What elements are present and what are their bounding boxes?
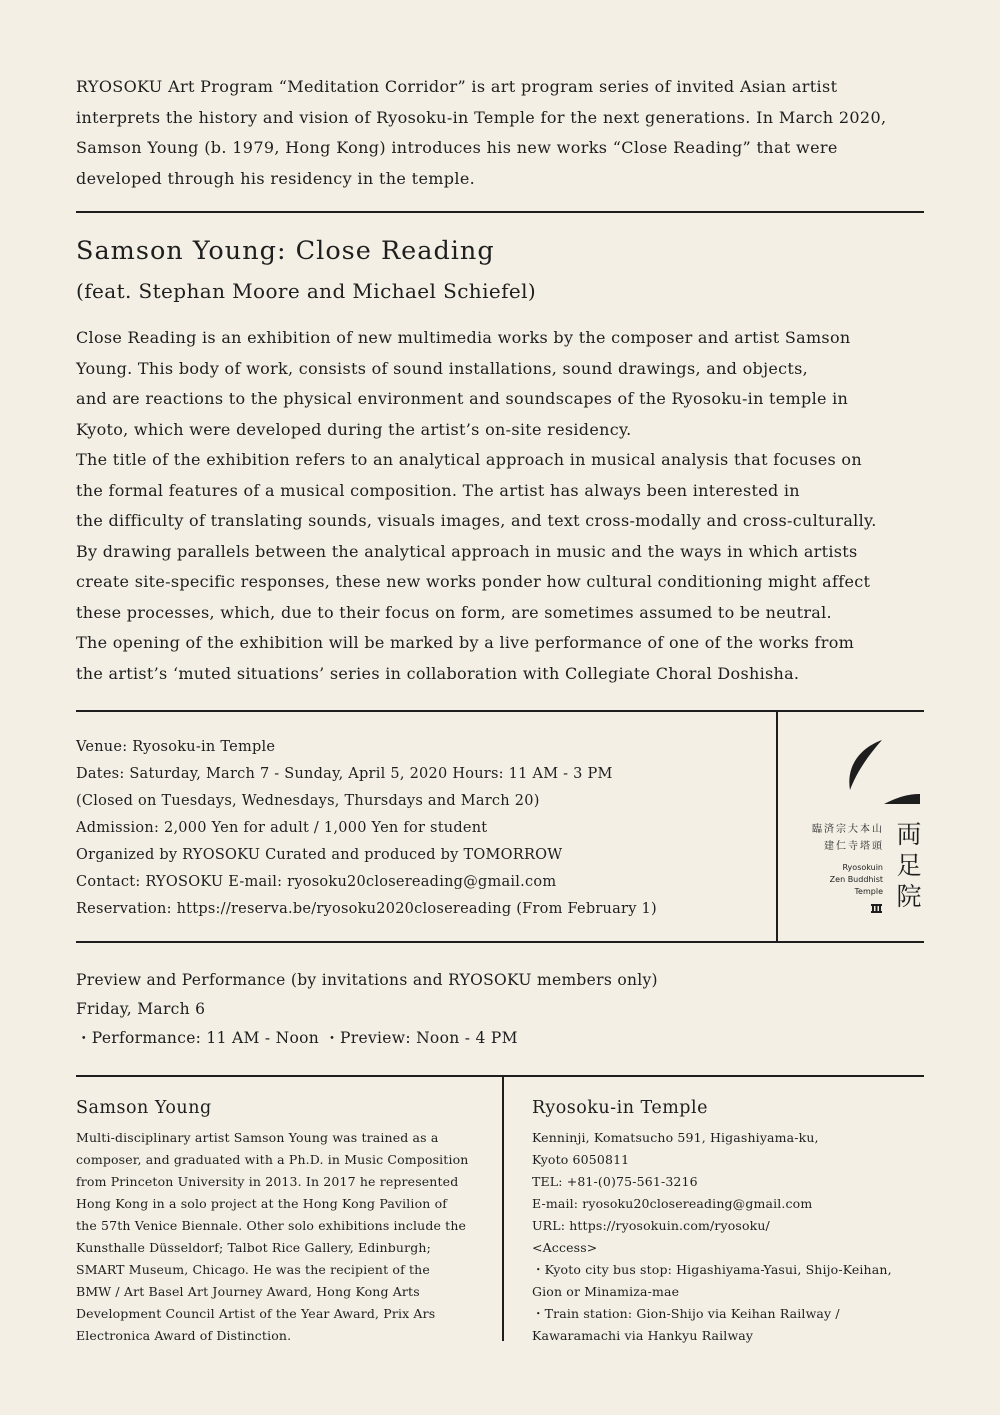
description-line: and are reactions to the physical environment and soundscapes of the Ryosoku-in temple in (76, 389, 849, 408)
logo-latin-line: Temple (854, 887, 883, 896)
reservation-label: Reservation: (76, 901, 177, 917)
vertical-divider (502, 1076, 504, 1341)
address-line: Kyoto 6050811 (532, 1152, 630, 1167)
preview-times: ・Performance: 11 AM - Noon ・Preview: Noon - 4 PM (76, 1029, 518, 1047)
access-heading: <Access> (532, 1240, 598, 1255)
logo-latin-line: Zen Buddhist (829, 875, 883, 884)
logo-temple-name (892, 819, 926, 912)
tel-text: TEL: +81-(0)75-561-3216 (532, 1174, 698, 1189)
exhibition-title: Samson Young: Close Reading (76, 236, 495, 266)
url-text (532, 1215, 932, 1237)
intro-paragraph (76, 72, 936, 194)
address-line: Kenninji, Komatsucho 591, Higashiyama-ku, (532, 1130, 819, 1145)
artist-name: Samson Young (76, 1098, 212, 1118)
exhibition-subtitle: (feat. Stephan Moore and Michael Schiefel) (76, 279, 537, 303)
logo-latin-text (790, 862, 883, 898)
logo-latin-line: Ryosokuin (842, 863, 883, 872)
logo-name-char: 両 (896, 820, 922, 849)
exhibition-description (76, 323, 936, 689)
vertical-divider (776, 711, 778, 942)
temple-url-link[interactable]: https://ryosokuin.com/ryosoku/ (569, 1218, 770, 1233)
description-line: Close Reading is an exhibition of new multimedia works by the composer and artist Samson (76, 328, 851, 347)
intro-line: RYOSOKU Art Program “Meditation Corridor” is art program series of invited Asian artist (76, 77, 838, 96)
description-line: The opening of the exhibition will be marked by a live performance of one of the works from (76, 633, 855, 652)
email-label: E-mail: (532, 1196, 583, 1211)
divider (76, 941, 924, 943)
email-text (532, 1193, 932, 1215)
access-line: ・Train station: Gion-Shijo via Keihan Railway / (532, 1306, 840, 1321)
preview-heading: Preview and Performance (by invitations and RYOSOKU members only) (76, 971, 658, 989)
divider (76, 211, 924, 213)
logo-kanji-line: 臨済宗大本山 (812, 824, 884, 835)
closed-text: (Closed on Tuesdays, Wednesdays, Thursdays and March 20) (76, 793, 540, 809)
bio-line: Kunsthalle Düsseldorf; Talbot Rice Gallery, Edinburgh; (76, 1240, 431, 1255)
bio-line: SMART Museum, Chicago. He was the recipient of the (76, 1262, 430, 1277)
bio-line: Electronica Award of Distinction. (76, 1328, 292, 1343)
access-line: ・Kyoto city bus stop: Higashiyama-Yasui, Shijo-Keihan, (532, 1262, 892, 1277)
bio-line: Development Council Artist of the Year Award, Prix Ars (76, 1306, 436, 1321)
bio-line: BMW / Art Basel Art Journey Award, Hong Kong Arts (76, 1284, 420, 1299)
description-line: the difficulty of translating sounds, visuals images, and text cross-modally and cross-culturally. (76, 511, 877, 530)
description-line: The title of the exhibition refers to an analytical approach in musical analysis that focuses on (76, 450, 862, 469)
temple-email-link[interactable]: ryosoku20closereading@gmail.com (582, 1196, 813, 1211)
description-line: Young. This body of work, consists of sound installations, sound drawings, and objects, (76, 358, 808, 378)
bio-line: from Princeton University in 2013. In 2017 he represented (76, 1174, 459, 1189)
event-details (76, 734, 766, 923)
description-line: these processes, which, due to their focus on form, are sometimes assumed to be neutral. (76, 602, 832, 622)
reservation-note: (From February 1) (511, 901, 657, 917)
preview-date: Friday, March 6 (76, 1000, 206, 1018)
dates-text: Dates: Saturday, March 7 - Sunday, April 5, 2020 Hours: 11 AM - 3 PM (76, 766, 613, 782)
access-line: Gion or Minamiza-mae (532, 1284, 680, 1299)
bio-line: Hong Kong in a solo project at the Hong Kong Pavilion of (76, 1196, 448, 1211)
contact-label: Contact: RYOSOKU E-mail: (76, 874, 288, 890)
temple-name: Ryosoku-in Temple (532, 1098, 708, 1118)
logo-kanji-line: 建仁寺塔頭 (824, 841, 884, 852)
intro-line: interprets the history and vision of Ryosoku-in Temple for the next generations. In March 2020, (76, 107, 887, 127)
admission-text: Admission: 2,000 Yen for adult / 1,000 Yen for student (76, 820, 488, 836)
description-line: By drawing parallels between the analytical approach in music and the ways in which artists (76, 541, 858, 561)
bio-line: composer, and graduated with a Ph.D. in Music Composition (76, 1152, 469, 1167)
ryosokuin-logo (786, 728, 924, 933)
description-line: the formal features of a musical composition. The artist has always been interested in (76, 480, 800, 500)
logo-name-char: 足 (896, 851, 922, 880)
description-line: the artist’s ‘muted situations’ series in collaboration with Collegiate Choral Doshisha. (76, 663, 800, 683)
contact-text (76, 869, 766, 896)
temple-seal-icon (871, 904, 882, 913)
divider (76, 1075, 924, 1077)
url-label: URL: (532, 1218, 570, 1233)
intro-line: Samson Young (b. 1979, Hong Kong) introduces his new works “Close Reading” that were (76, 138, 838, 157)
crescent-mark-icon (842, 738, 922, 808)
contact-email-link[interactable]: ryosoku20closereading@gmail.com (287, 874, 557, 890)
preview-section (76, 966, 658, 1053)
reservation-link[interactable]: https://reserva.be/ryosoku2020closereading (176, 901, 512, 917)
intro-line: developed through his residency in the temple. (76, 168, 476, 188)
bio-line: Multi-disciplinary artist Samson Young was trained as a (76, 1130, 439, 1145)
temple-info (532, 1127, 932, 1347)
reservation-text (76, 896, 766, 923)
description-line: Kyoto, which were developed during the artist’s on-site residency. (76, 419, 632, 439)
logo-name-char: 院 (896, 882, 922, 911)
description-line: create site-specific responses, these new works ponder how cultural conditioning might affect (76, 572, 871, 591)
artist-bio (76, 1127, 486, 1347)
bio-line: the 57th Venice Biennale. Other solo exhibitions include the (76, 1218, 467, 1233)
divider (76, 710, 924, 712)
organized-text: Organized by RYOSOKU Curated and produced by TOMORROW (76, 847, 563, 863)
logo-kanji-heading (790, 821, 884, 855)
access-line: Kawaramachi via Hankyu Railway (532, 1328, 754, 1343)
venue-text: Venue: Ryosoku-in Temple (76, 739, 276, 755)
